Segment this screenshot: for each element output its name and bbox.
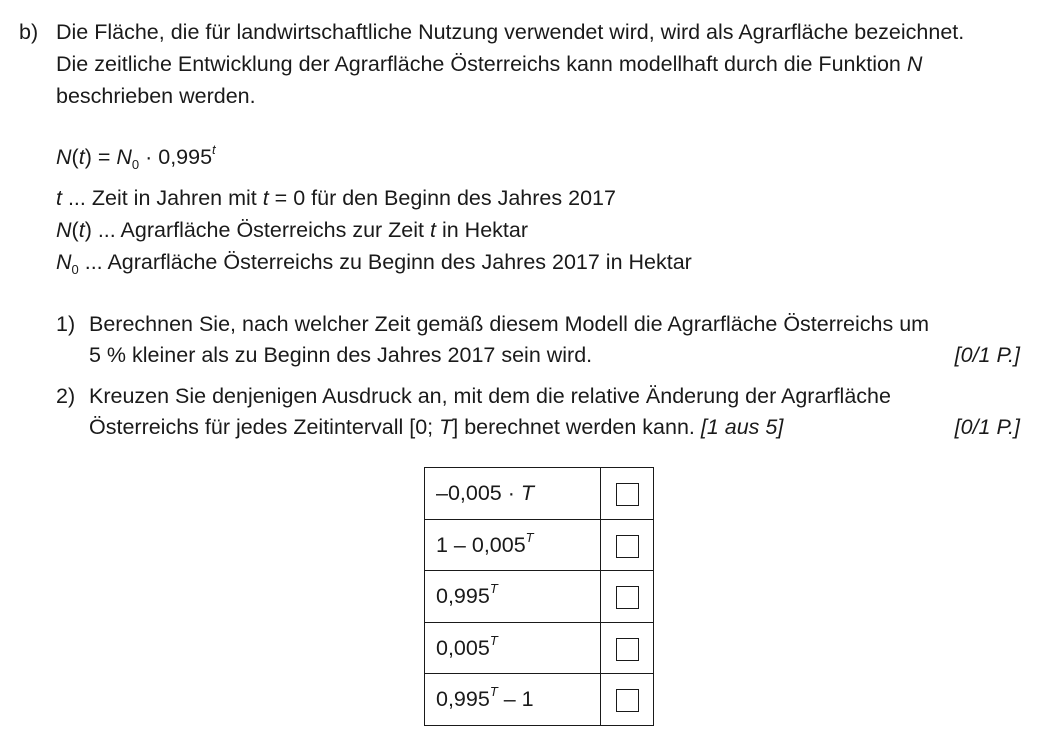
legend-n0: $N_0$ ... Agrarfläche Österreichs zu Beginn des Jahres 2017 in Hektar xyxy=(56,250,692,277)
answer-table xyxy=(424,467,654,726)
option-3-checkbox[interactable] xyxy=(616,586,639,609)
legend-n: N(t) ... Agrarfläche Österreichs zur Zeit t in Hektar xyxy=(56,218,528,242)
task-1-number: 1) xyxy=(56,312,76,336)
task-2-line-1: Kreuzen Sie denjenigen Ausdruck an, mit dem die relative Änderung der Agrarfläche xyxy=(89,384,891,408)
option-expression: $0,995^T - 1$ xyxy=(425,674,601,726)
intro-line-3: beschrieben werden. xyxy=(56,84,256,108)
option-expression: $0,005^T$ xyxy=(425,622,601,674)
table-row xyxy=(425,571,654,623)
task-2-hint: [1 aus 5] xyxy=(700,415,784,439)
part-label: b) xyxy=(19,20,39,44)
option-expression: –0,005 · T xyxy=(425,468,601,520)
option-expression: $1 - 0,005^T$ xyxy=(425,519,601,571)
option-1-checkbox[interactable] xyxy=(616,483,639,506)
task-1-points: [0/1 P.] xyxy=(954,343,1020,367)
task-2-number: 2) xyxy=(56,384,76,408)
table-row xyxy=(425,519,654,571)
task-1-line-2: 5 % kleiner als zu Beginn des Jahres 2017 sein wird. xyxy=(89,343,593,367)
option-5-checkbox[interactable] xyxy=(616,689,639,712)
table-row xyxy=(425,468,654,520)
option-2-checkbox[interactable] xyxy=(616,535,639,558)
task-2-line-2: Österreichs für jedes Zeitintervall [0; T] berechnet werden kann. [1 aus 5] xyxy=(89,415,784,439)
option-expression: $0,995^T$ xyxy=(425,571,601,623)
task-2-points: [0/1 P.] xyxy=(954,415,1020,439)
intro-line-1: Die Fläche, die für landwirtschaftliche Nutzung verwendet wird, wird als Agrarfläche bezeichnet. xyxy=(56,20,965,44)
option-4-checkbox[interactable] xyxy=(616,638,639,661)
intro-line-2: Die zeitliche Entwicklung der Agrarfläche Österreichs kann modellhaft durch die Funktion N xyxy=(56,52,923,76)
legend-t: t ... Zeit in Jahren mit t = 0 für den Beginn des Jahres 2017 xyxy=(56,186,616,210)
table-row xyxy=(425,622,654,674)
table-row xyxy=(425,674,654,726)
task-1-line-1: Berechnen Sie, nach welcher Zeit gemäß diesem Modell die Agrarfläche Österreichs um xyxy=(89,312,930,336)
model-formula: $N(t) = N_0 \cdot 0,995^t$ xyxy=(56,142,216,172)
